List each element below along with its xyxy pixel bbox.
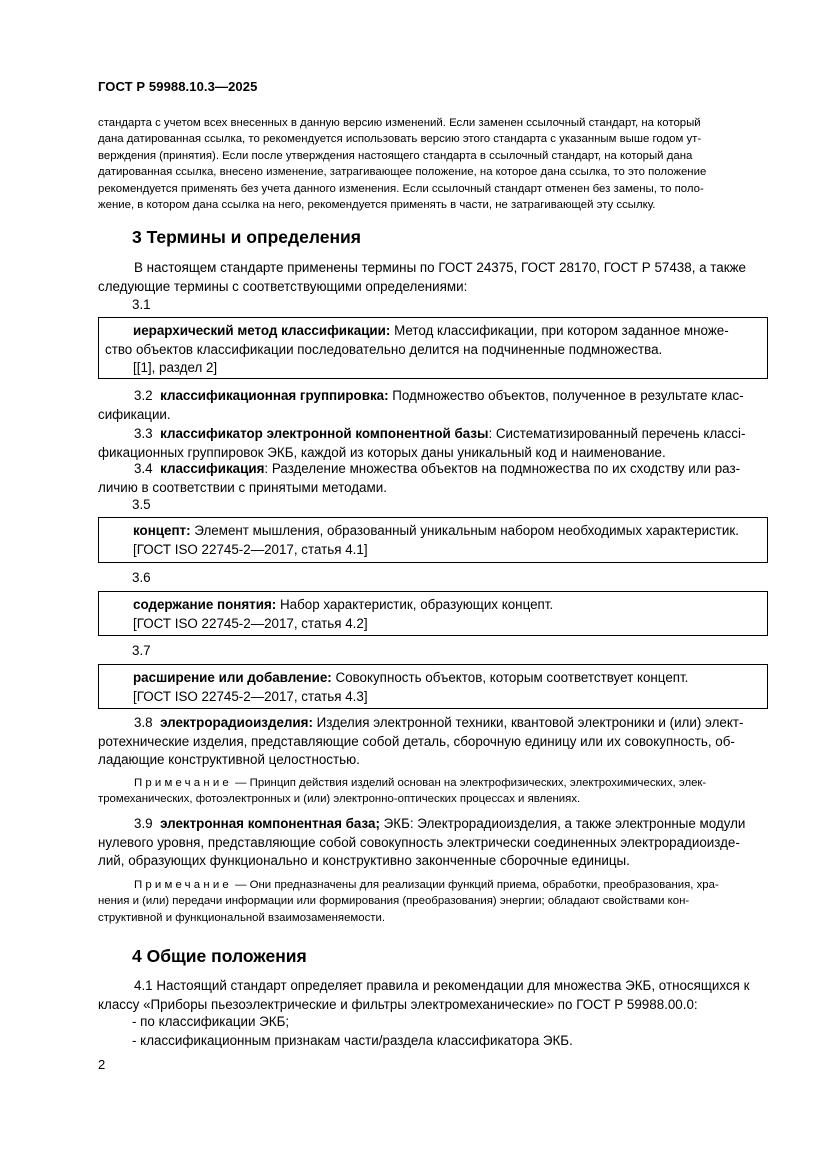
- term-definition: Подмножество объектов, полученное в результате клас-: [388, 388, 744, 403]
- list-item: - по классификации ЭКБ;: [132, 1014, 290, 1029]
- note-label: Примечание: [134, 777, 232, 789]
- term-number-3-6: 3.6: [132, 570, 151, 585]
- term-definition-cont: ладающие конструктивной целостностью.: [98, 752, 360, 768]
- term-name: расширение или добавление:: [133, 670, 332, 685]
- term-definition: ЭКБ: Электрорадиоизделия, а также электронные модули: [379, 816, 746, 831]
- bullet-list: [132, 1013, 573, 1050]
- term-definition-cont: ство объектов классификации последовательно делится на подчиненные подмножества.: [105, 341, 663, 357]
- text-line: рекомендуется применять без учета данного изменения. Если ссылочный стандарт отменен без замены, то поло-: [98, 182, 704, 195]
- text-line: верждения (принятия). Если после утверждения настоящего стандарта в ссылочный стандарт, на который дана: [98, 149, 693, 162]
- term-number: 3.8: [134, 715, 153, 730]
- list-item: - классификационным признакам части/раздела классификатора ЭКБ.: [132, 1032, 573, 1048]
- term-definition-cont: нулевого уровня, представляющие собой совокупность электрически соединенных электрорадиоизде-: [98, 834, 740, 850]
- term-source: [ГОСТ ISO 22745-2—2017, статья 4.1]: [133, 541, 368, 557]
- term-box-3-7: [98, 664, 768, 709]
- term-definition-cont: фикационных группировок ЭКБ, каждой из которых даны уникальный код и наименование.: [98, 444, 666, 460]
- term-source: [ГОСТ ISO 22745-2—2017, статья 4.3]: [133, 688, 368, 704]
- term-name: классификационная группировка:: [160, 388, 389, 403]
- term-name: электрорадиоизделия:: [160, 715, 313, 730]
- text-line: классу «Приборы пьезоэлектрические и фильтры электромеханические» по ГОСТ Р 59988.00.0:: [98, 996, 698, 1012]
- term-definition: Изделия электронной техники, квантовой электроники и (или) элект-: [312, 715, 744, 730]
- term-source: [[1], раздел 2]: [133, 360, 218, 376]
- term-number: 3.4: [134, 461, 153, 476]
- intro-paragraph: [98, 115, 768, 213]
- term-number-3-7: 3.7: [132, 643, 151, 658]
- term-number-3-5: 3.5: [132, 497, 151, 512]
- term-definition: Метод классификации, при котором заданное множе-: [390, 323, 729, 338]
- note-text: — Они предназначены для реализации функций приема, обработки, преобразования, хра-: [231, 879, 719, 891]
- term-number-3-1: 3.1: [132, 297, 151, 312]
- text-line: следующие термины с соответствующими определениями:: [98, 278, 468, 294]
- term-definition-cont: лий, образующих функционально и конструктивно законченные сборочные единицы.: [98, 853, 630, 869]
- term-box-3-6: [98, 591, 768, 636]
- note-text: — Принцип действия изделий основан на электрофизических, электрохимических, элек-: [231, 777, 707, 789]
- paragraph-4-1: [98, 977, 768, 1014]
- section-4-heading: 4 Общие положения: [132, 946, 307, 966]
- term-name: классификация: [160, 461, 265, 476]
- page-number: 2: [98, 1057, 106, 1072]
- term-definition: Совокупность объектов, которым соответствует концепт.: [331, 670, 689, 685]
- term-source: [ГОСТ ISO 22745-2—2017, статья 4.2]: [133, 615, 368, 631]
- text-line: дана датированная ссылка, то рекомендуется использовать версию этого стандарта с указанным выше годом ут-: [98, 133, 702, 146]
- note-3-9: [98, 877, 768, 926]
- term-3-4: [98, 460, 768, 497]
- note-text-cont: нения и (или) передачи информации или формирования (преобразования) энергии; обладают свойствами кон-: [98, 895, 690, 908]
- note-text-cont: структивной и функциональной взаимозаменяемости.: [98, 911, 386, 924]
- term-name: содержание понятия:: [133, 597, 277, 612]
- term-definition: Элемент мышления, образованный уникальным набором необходимых характеристик.: [190, 523, 739, 538]
- note-label: Примечание: [134, 879, 232, 891]
- term-name: концепт:: [133, 523, 191, 538]
- term-definition: : Разделение множества объектов на подмножества по их сходству или раз-: [264, 461, 741, 476]
- term-definition: : Систематизированный перечень классі-: [488, 426, 746, 441]
- section-3-heading: 3 Термины и определения: [132, 227, 361, 247]
- document-header: ГОСТ Р 59988.10.3—2025: [98, 79, 258, 94]
- term-box-3-1: [98, 317, 768, 379]
- term-name: классификатор электронной компонентной базы: [160, 426, 489, 441]
- text-line: датированная ссылка, внесено изменение, затрагивающее положение, на которое дана ссылка, то это положение: [98, 166, 707, 179]
- text-line: жение, в котором дана ссылка на него, рекомендуется применять в части, не затрагивающей эту ссылку.: [98, 199, 656, 212]
- term-definition-cont: личию в соответствии с принятыми методами.: [98, 479, 387, 495]
- term-number: 3.2: [134, 388, 153, 403]
- note-3-8: [98, 775, 768, 808]
- term-name: иерархический метод классификации:: [133, 323, 391, 338]
- term-number: 3.9: [134, 816, 153, 831]
- term-definition-cont: сификации.: [98, 406, 171, 422]
- term-3-8: [98, 714, 768, 770]
- term-box-3-5: [98, 517, 768, 563]
- section-3-intro: [98, 259, 768, 296]
- term-definition: Набор характеристик, образующих концепт.: [276, 597, 554, 612]
- text-line: В настоящем стандарте применены термины по ГОСТ 24375, ГОСТ 28170, ГОСТ Р 57438, а также: [134, 260, 746, 275]
- term-3-2: [98, 387, 768, 424]
- term-3-3: [98, 425, 768, 462]
- term-number: 3.3: [134, 426, 153, 441]
- term-definition-cont: ротехнические изделия, представляющие собой деталь, сборочную единицу или их совокупность, об-: [98, 733, 735, 749]
- note-text-cont: тромеханических, фотоэлектронных и (или) электронно-оптических процессах и явлениях.: [98, 793, 581, 806]
- text-line: 4.1 Настоящий стандарт определяет правила и рекомендации для множества ЭКБ, относящихся к: [134, 978, 750, 993]
- text-line: стандарта с учетом всех внесенных в данную версию изменений. Если заменен ссылочный стандарт, на который: [98, 117, 701, 129]
- term-name: электронная компонентная база;: [160, 816, 380, 831]
- term-3-9: [98, 815, 768, 871]
